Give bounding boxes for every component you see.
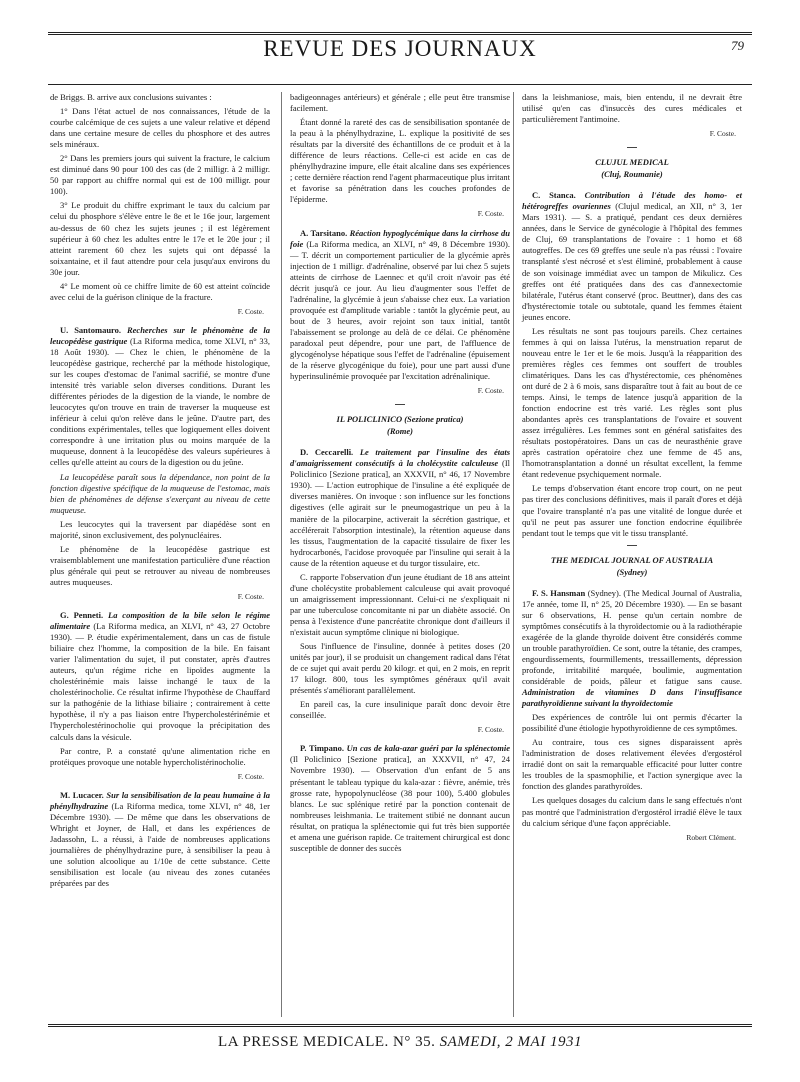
article-source: (Il Policlinico [Sezione pratica], an XXXVII, n° 47, 24 Novembre 1930). — Observation d'un enfant de 5 ans présentant le tableau typique du kala-azar : fièvre, anémie, très grosse rate, hypopolynucléose (38 pour 100), 5.400 globules blancs. Le suc splénique retiré par la ponction contenait de nombreuses leishmania. Le traitement stibié ne donnant aucun résultat, on pratiqua la splénectomie qui fut très bien supportée et amena une guérison rapide. Ce traitement chirurgical est donc susceptible de donner des succès bbox=[290, 754, 510, 853]
paragraph: Les résultats ne sont pas toujours pareils. Chez certaines femmes à qui on laissa l'utérus, la menstruation reparut de nouveau entre le 1er et le 6e mois. Jusqu'à la réapparition des premières règles ces femmes ont souffert de troubles climatériques. Dans les cas d'hystérectomie, ces phénomènes ont duré de 2 à 6 mois, sans disparaître tout à fait au bout de ce temps. Ainsi, le temps de latence jusqu'à apparition de la fonction endocrine est très varié. Les règles sont plus abondantes après ces transplantations de l'ovaire et souvent assez irrégulières. Les femmes sont en général satisfaites des résultats postopératoires. Dans un cas de neurasthénie grave après castration opératoire chez une femme de 45 ans, l'homotransplantation a donné un résultat excellent, la femme étant redevenue psychiquement normale. bbox=[522, 325, 742, 480]
article-title: La composition de la bile selon le régime alimentaire bbox=[50, 610, 271, 632]
article-header bbox=[522, 588, 742, 710]
signature: Robert Clément. bbox=[686, 832, 736, 842]
footer-publication: LA PRESSE MEDICALE. bbox=[218, 1034, 389, 1050]
article-source: (Clujul medical, an XII, n° 3, 1er Mars 1931). — S. a pratiqué, pendant ces deux dernières années, dans le Service de gynécologie à l'hôpital des femmes de Cluj, 69 transplantations de l'ovaire : 1 homo et 68 autogreffes. De ces 69 greffes une seule n'a pas réussi : l'ovaire transplanté s'est nécrosé et s'est éliminé, probablement à cause de son voisinage immédiat avec un tampon de Mikulicz. Ces greffes ont été pratiquées dans des cas d'annexectomie bilatérale, l'utérus étant conservé (proc. Beuttner), dans des cas d'hystérectomie totale ou subtotale, quand les femmes étaient jeunes encore. bbox=[522, 201, 742, 322]
signature: F. Coste. bbox=[237, 591, 264, 601]
header-top-rule bbox=[48, 32, 752, 35]
article-header bbox=[290, 228, 510, 383]
running-title: REVUE DES JOURNAUX bbox=[263, 36, 537, 61]
header-bottom-rule bbox=[48, 84, 752, 85]
article-header bbox=[50, 610, 270, 743]
article-header bbox=[522, 190, 742, 323]
article-header bbox=[290, 743, 510, 853]
signature: F. Coste. bbox=[477, 209, 504, 219]
paragraph: dans la leishmaniose, mais, bien entendu, il ne devrait être utilisé qu'en cas d'insuccès des cures médicales et particulièrement l'antimoine. bbox=[522, 92, 742, 125]
paragraph: Des expériences de contrôle lui ont permis d'écarter la possibilité d'une étiologie hypothyroïdienne de ces symptômes. bbox=[522, 712, 742, 734]
article-header bbox=[50, 790, 270, 889]
article-source: (La Riforma medica, an XLVI, n° 49, 8 Décembre 1930). — T. décrit un comportement particulier de la glycémie après injection de 1 milligr. d'adrénaline, observé par lui chez 5 sujets atteints de cirrhose de Laennec et qu'il croit n'avoir pas été décrit jusqu'à ce jour. Au lieu d'augmenter sous l'effet de l'adrénaline, la glycémie à jeun s'abaisse chez eux. La variation provoquée est d'amplitude variable : tantôt la glycémie peut, au bout de 3 heures, avoir rejoint son taux initial, tantôt l'abaissement se prolonge au delà de ce délai. Ce phénomène paradoxal peut dépendre, pour une part, de l'affluence de glycogénolyse hépatique sous l'effet de l'adrénaline (épuisement de la réserve glycogénique du foie), pour une part aussi d'une hyperinsulinémie provoquée par l'excitation adrénalinique. bbox=[290, 238, 510, 382]
journal-name: CLUJUL MEDICAL bbox=[595, 157, 669, 168]
journal-city: (Sydney) bbox=[616, 566, 648, 577]
article-header bbox=[50, 325, 270, 469]
paragraph: Étant donné la rareté des cas de sensibilisation spontanée de la peau à la phénylhydrazine, L. explique la positivité de ses résultats par la diversité des échantillons de ce produit et à la différence de leurs réactions. Celle-ci est acide en cas de phénylhydrazine impure, elle était alcaline dans ses expériences ; cette dernière réaction rend l'agent pharmaceutique plus irritant et favorise sa pénétration dans les couches profondes de l'épiderme. bbox=[290, 117, 510, 205]
paragraph: Sous l'influence de l'insuline, donnée à petites doses (20 unités par jour), il se produisit un changement radical dans l'état de ce sujet qui avait perdu 20 kilogr. et qui, en 2 mois, en reprit 17 kilogr. 800, tous les symptômes généraux qu'il avait présentés s'améliorant parallèlement. bbox=[290, 641, 510, 696]
paragraph: Au contraire, tous ces signes disparaissent après l'administration de doses relativement élevées d'ergostérol irradié dont on sait la remarquable efficacité pour lutter contre les troubles de la spasmophilie, et l'action synergique avec la fonction des glandes parathyroïdes. bbox=[522, 737, 742, 792]
paragraph: 1° Dans l'état actuel de nos connaissances, l'étude de la courbe calcémique de ces sujets a une valeur relative et dépend dans une certaine mesure de celles du phosphore et des autres sels minéraux. bbox=[50, 106, 270, 150]
section-separator bbox=[395, 404, 405, 405]
paragraph: Le phénomène de la leucopédèse gastrique est vraisemblablement une manifestation particulière d'une réaction plus générale qui peut se retrouver au niveau de nombreuses autres muqueuses. bbox=[50, 543, 270, 587]
paragraph: Par contre, P. a constaté qu'une alimentation riche en protéiques provoque une notable hypercholistérinocholie. bbox=[50, 745, 270, 767]
journal-city: (Rome) bbox=[387, 426, 413, 437]
article-source: (La Riforma medica, an XLVI, n° 43, 27 Octobre 1930). — P. étudie expérimentalement, dans un cas de fistule biliaire chez l'homme, la composition de la bile. En faisant varier l'alimentation du sujet, il put constater, après d'autres auteurs, qu'un régime riche en lipoïdes augmente la cholestérinémie mais laisse inchangé le taux de la cholestérinocholie. Ce résultat infirme l'hypothèse de Chauffard sur la pathogénie de la lithiase biliaire ; contrairement à cette hypothèse, il n'y a pas liaison entre l'hypercholestérinémie et l'hypercholestérinocholie qui provoque la précipitation des calculs dans la vésicule. bbox=[50, 621, 270, 742]
signature: F. Coste. bbox=[477, 386, 504, 396]
paragraph: Les quelques dosages du calcium dans le sang effectués n'ont pas montré que l'administration d'ergostérol irradié élève le taux du calcium sérique d'une façon appréciable. bbox=[522, 795, 742, 828]
article-author: G. Penneti. bbox=[60, 610, 104, 621]
signature: F. Coste. bbox=[709, 129, 736, 139]
footer-date: 2 MAI bbox=[505, 1034, 546, 1050]
page-header bbox=[48, 26, 752, 70]
article-title: Le traitement par l'insuline des états d'amaigrissement consécutifs à la cholécystite calculeuse bbox=[290, 447, 510, 469]
article-title: Contribution à l'étude des homo- et hétérogreffes ovariennes bbox=[522, 190, 742, 212]
article-source: (Sydney). (The Medical Journal of Australia, 17e année, tome II, n° 25, 20 Décembre 1930). — En se basant sur 6 observations, H. pense qu'un certain nombre de symptômes consécutifs à la thyroïdectomie ou à la radiothérapie exagérée de la glande thyroïde doivent être considérés comme un trouble parathyroïdien. Ce sont, outre la tétanie, des crampes, engourdissements, fourmillements, tressaillements, dépression profonde, irritabilité marquée, boulimie, augmentation considérable de poids, pâleur et fatigue sans cause. bbox=[522, 587, 743, 687]
article-title: Réaction hypoglycémique dans la cirrhose du foie bbox=[290, 227, 511, 249]
footer-issue: N° 35. bbox=[393, 1034, 436, 1050]
paragraph: 4° Le moment où ce chiffre limite de 60 est atteint coïncide avec celui de la guérison clinique de la fracture. bbox=[50, 280, 270, 302]
article-author: F. S. Hansman bbox=[532, 587, 586, 598]
paragraph: Les leucocytes qui la traversent par diapédèse sont en majorité, sinon exclusivement, des polynucléaires. bbox=[50, 518, 270, 540]
paragraph: En pareil cas, la cure insulinique paraît donc devoir être conseillée. bbox=[290, 699, 510, 721]
article-author: P. Timpano. bbox=[300, 743, 344, 754]
article-author: U. Santomauro. bbox=[60, 324, 122, 335]
page-number: 79 bbox=[731, 38, 744, 53]
paragraph: badigeonnages antérieurs) et générale ; elle peut être transmise facilement. bbox=[290, 92, 510, 114]
footer-rule bbox=[48, 1024, 752, 1027]
journal-heading bbox=[290, 413, 510, 437]
article-title: Un cas de kala-azar guéri par la splénectomie bbox=[346, 743, 511, 754]
article-source: (La Riforma medica, tome XLVI, n° 48, 1er Décembre 1930). — De même que dans les observations de Whright et Joyner, de Hall, et dans les expériences de Jadassohn, L. a réussi, à l'aide de nombreuses applications journalières de phénylhydrazine pure, à sensibiliser la peau à une solution alcoolique au 1/10e de cette substance. Cette sensibilisation est locale (au niveau des zones cutanées préparées par des bbox=[50, 800, 270, 889]
paragraph: C. rapporte l'observation d'un jeune étudiant de 18 ans atteint d'une cholécystite probablement calculeuse qui avait provoqué un amaigrissement impressionnant. Celui-ci ne s'expliquait ni par une tuberculose concomitante ni par un diabète associé. On pensa à l'existence d'une pancréatite chronique dont d'ailleurs il n'existait aucun symptôme clinique ni biologique. bbox=[290, 571, 510, 637]
journal-city: (Cluj, Roumanie) bbox=[601, 169, 663, 180]
journal-name: THE MEDICAL JOURNAL OF AUSTRALIA bbox=[550, 554, 714, 565]
article-header bbox=[290, 447, 510, 569]
article-author: M. Lucacer. bbox=[60, 789, 104, 800]
signature: F. Coste. bbox=[237, 771, 264, 781]
paragraph: 3° Le produit du chiffre exprimant le taux du calcium par celui du phosphore s'élève entre le 8e et le 16e jour, largement au-dessus de 60 chez les sujets jeunes ; il est légèrement supérieur à 60 chez les adultes entre le 17e et le 20e jour ; il atteint rarement 60 chez les sujets qui ont dépassé la soixantaine, et il faut attendre pour cela jusqu'aux environs du 30e jour. bbox=[50, 200, 270, 277]
article-author: D. Ceccarelli. bbox=[300, 447, 354, 458]
journal-heading bbox=[522, 156, 742, 180]
paragraph: de Briggs. B. arrive aux conclusions suivantes : bbox=[50, 92, 212, 102]
column-divider bbox=[513, 92, 514, 1017]
footer-year: 1931 bbox=[549, 1034, 582, 1050]
section-separator bbox=[627, 147, 637, 148]
column-1 bbox=[50, 92, 270, 892]
section-separator bbox=[627, 545, 637, 546]
column-divider bbox=[281, 92, 282, 1017]
paragraph bbox=[50, 472, 270, 516]
journal-name: IL POLICLINICO (Sezione pratica) bbox=[336, 414, 464, 425]
article-source: (Il Policlinico [Sezione pratica], an XXXVII, n° 46, 17 Novembre 1930). — L'action eutrophique de l'insuline a été expliquée de diverses manières. On invoque : son influence sur les fonctions digestives (elle agirait sur le pneumogastrique un peu à la manière de la pilocarpine, activerait la sécrétion gastrique, et accélérerait l'absorption intestinale), la rétention aqueuse dans les tissus, l'augmentation de la capacité tissulaire de fixer les hydrocarbonés, l'acidose provoquée par l'insuline qui serait à la cause de la rétention aqueuse et du turgor tissulaire, etc. bbox=[290, 458, 511, 568]
article-source: (La Riforma medica, tome XLVI, n° 33, 18 Août 1930). — Chez le chien, le phénomène de la leucopédèse gastrique, recherché par la méthode histologique, sur les coupes d'estomac de l'animal sacrifié, se montre d'une intensité très variable selon diverses conditions. Durant les différentes périodes de la digestion de la viande, le nombre de leucocytes qu'on trouve en train de traverser la muqueuse est inférieur à celui qu'on relève dans le jeûne. D'autre part, des conditions expérimentales, telles que logiquement elles doivent correspondre à une irritation plus ou moins marquée de la muqueuse, donnent à la leucopédèse des valeurs supérieures à celles qu'elle atteint au cours de la digestion ou du jeûne. bbox=[50, 335, 270, 468]
article-author: C. Stanca. bbox=[532, 190, 576, 201]
paragraph: 2° Dans les premiers jours qui suivent la fracture, le calcium est diminué dans 90 pour 100 des cas (de 2 milligr. à 2 milligr. 50 par rapport au chiffre normal qui est de 100 milligr. pour 100). bbox=[50, 153, 270, 197]
italic-paragraph: La leucopédèse paraît sous la dépendance, non point de la fonction digestive spécifique de la muqueuse de l'estomac, mais bien de phénomènes de défense s'exerçant au niveau de cette muqueuse. bbox=[50, 471, 270, 515]
article-author: A. Tarsitano. bbox=[300, 227, 348, 238]
signature: F. Coste. bbox=[477, 725, 504, 735]
signature: F. Coste. bbox=[237, 306, 264, 316]
column-3 bbox=[522, 92, 742, 851]
article-columns bbox=[50, 92, 752, 1017]
article-title: Administration de vitamines D dans l'insuffisance parathyroïdienne suivant la thyroïdectomie bbox=[522, 687, 742, 709]
page-footer bbox=[48, 1024, 752, 1060]
journal-heading bbox=[522, 554, 742, 578]
footer-day: SAMEDI, bbox=[439, 1034, 502, 1050]
article-title: Sur la sensibilisation de la peau humaine à la phénylhydrazine bbox=[50, 789, 271, 811]
article-title: Recherches sur le phénomène de la leucopédèse gastrique bbox=[50, 324, 270, 346]
footer-line bbox=[48, 1034, 752, 1051]
paragraph: Le temps d'observation étant encore trop court, on ne peut pas tirer des conclusions définitives, mais il paraît d'ores et déjà que l'ovaire transplanté n'a pas une vitalité de longue durée et qu'il ne peut pas assurer une fonction endocrine équilibrée pendant tout le temps que vit le tissu transplanté. bbox=[522, 483, 742, 538]
column-2 bbox=[290, 92, 510, 857]
